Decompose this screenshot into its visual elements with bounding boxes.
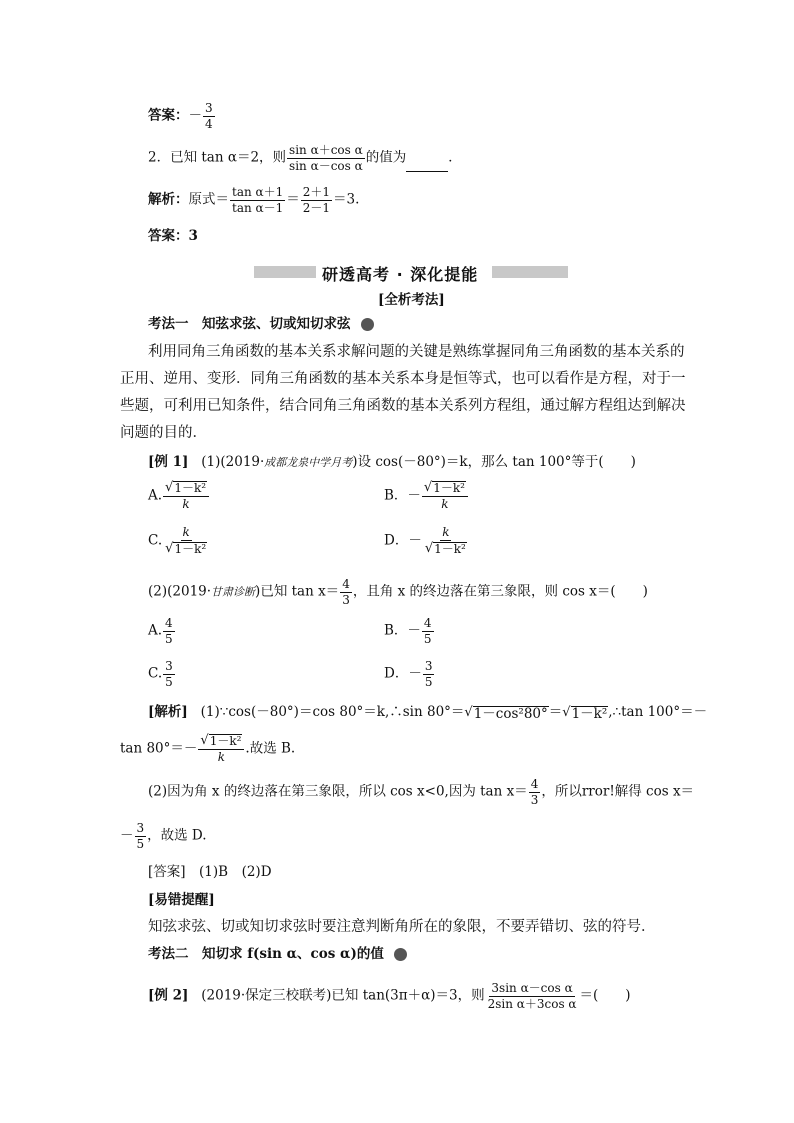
- option-b[interactable]: B．－ √ 1－k² k: [384, 481, 469, 511]
- option-c[interactable]: C. $\frac{3}{5}$: [148, 659, 173, 689]
- example-1-solution-line-1: [解析] (1)∵cos(－80°)＝cos 80°＝k,∴sin 80°＝ √ 1－cos²80° ＝ √ 1－k² ,∴tan 100°＝－: [148, 704, 708, 722]
- fraction: $\frac{\text{sin α＋cos α}}{\text{sin α－cos α}}$: [289, 143, 363, 173]
- bullet-dot-icon: [394, 948, 407, 961]
- method-1-title: 考法一 知弦求弦、切或知切求弦: [148, 318, 374, 332]
- banner-title: 研透高考 · 深化提能: [322, 265, 479, 284]
- bullet-dot-icon: [361, 318, 374, 331]
- example-2: [例 2] (2019·保定三校联考)已知 tan(3π＋α)＝3，则 $\frac{\text{3sin α－cos α}}{\text{2sin α＋3cos α}}$ ＝( ): [148, 981, 631, 1011]
- option-b[interactable]: B．－ $\frac{4}{5}$: [384, 616, 432, 646]
- answer-blank: [406, 159, 448, 172]
- q1-answer: 答案：－ $\frac{3}{4}$: [148, 101, 213, 131]
- example-1-solution-line-4: － $\frac{3}{5}$ ，故选 D.: [120, 821, 207, 851]
- banner-bar-left: [254, 266, 316, 278]
- tip-text: 知弦求弦、切或知切求弦时要注意判断角所在的象限，不要弄错切、弦的符号．: [148, 919, 656, 935]
- banner-bar-right: [492, 266, 568, 278]
- example-1-part-1: [例 1] (1)(2019·成都龙泉中学月考)设 cos(－80°)＝k，那么 tan 100°等于( ): [148, 454, 636, 470]
- section-banner: [254, 262, 568, 282]
- method-1-para-line: 些题，可利用已知条件，结合同角三角函数的基本关系列方程组，通过解方程组达到解决: [120, 398, 686, 414]
- answer-label: 答案：: [148, 107, 189, 124]
- fraction: $\frac{3}{4}$: [205, 101, 213, 131]
- method-1-para-line: 利用同角三角函数的基本关系求解问题的关键是熟练掌握同角三角函数的基本关系的: [148, 344, 685, 360]
- method-1-para-line: 正用、逆用、变形．同角三角函数的基本关系本身是恒等式，也可以看作是方程，对于一: [120, 371, 686, 387]
- fraction: $\frac{2+1}{2-1}$: [302, 185, 331, 215]
- option-d[interactable]: D．－ k √ 1－k²: [384, 525, 466, 556]
- option-a[interactable]: A. √ 1－k² k: [148, 481, 210, 511]
- section-tag: [全析考法]: [378, 292, 445, 308]
- method-2-title: 考法二 知切求 f(sin α、cos α)的值: [148, 948, 407, 962]
- question-2-solution: 解析：原式＝ $\frac{\text{tan α＋1}}{\text{tan α－1}}$ ＝ $\frac{2+1}{2-1}$ ＝3.: [148, 185, 360, 215]
- example-1-answer: [答案] (1)B (2)D: [148, 864, 272, 880]
- question-2: 2．已知 tan α＝2，则 $\frac{\text{sin α＋cos α}}{\text{sin α－cos α}}$ 的值为 ．: [148, 143, 462, 173]
- example-1-solution-line-2: tan 80°＝－ √ 1－k² k .故选 B.: [120, 733, 296, 765]
- example-1-solution-line-3: (2)因为角 x 的终边落在第三象限，所以 cos x<0,因为 tan x＝ $\frac{4}{3}$ ，所以rror!解得 cos x＝: [148, 777, 695, 807]
- example-1-part-2: (2)(2019·甘肃诊断)已知 tan x＝ $\frac{4}{3}$ ，且角 x 的终边落在第三象限，则 cos x＝( ): [148, 577, 648, 607]
- tip-label: [易错提醒]: [148, 892, 215, 908]
- option-d[interactable]: D．－ $\frac{3}{5}$: [384, 659, 433, 689]
- question-2-answer: 答案：3: [148, 228, 198, 244]
- option-a[interactable]: A. $\frac{4}{5}$: [148, 616, 173, 646]
- fraction: $\frac{\text{tan α＋1}}{\text{tan α－1}}$: [232, 185, 284, 215]
- option-c[interactable]: C. k √ 1－k²: [148, 525, 207, 556]
- method-1-para-line: 问题的目的．: [120, 425, 207, 441]
